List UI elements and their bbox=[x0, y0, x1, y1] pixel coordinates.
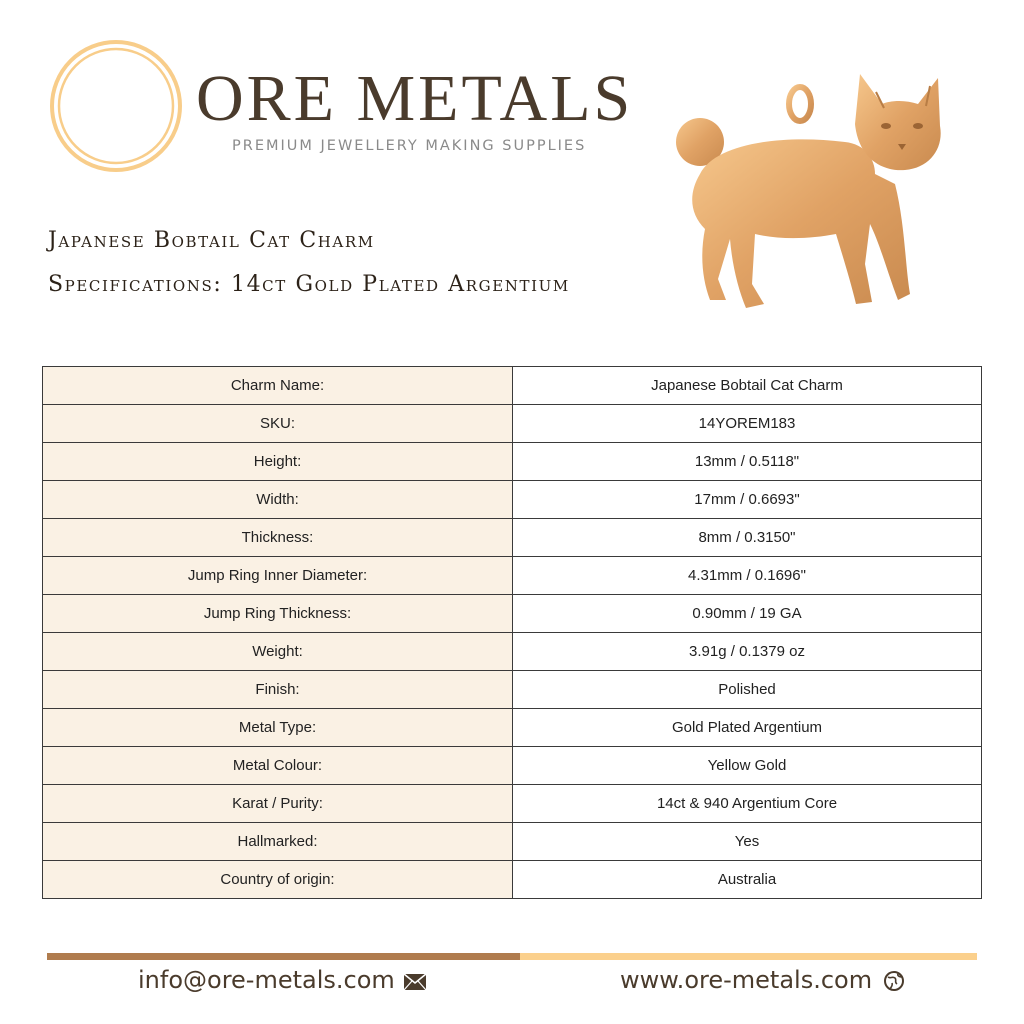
spec-value: Yes bbox=[513, 823, 982, 861]
spec-value: Australia bbox=[513, 861, 982, 899]
brand-name: ORE METALS bbox=[196, 62, 634, 135]
spec-label: Metal Colour: bbox=[43, 747, 513, 785]
spec-value: Yellow Gold bbox=[513, 747, 982, 785]
spec-value: 13mm / 0.5118" bbox=[513, 443, 982, 481]
spec-value: 3.91g / 0.1379 oz bbox=[513, 633, 982, 671]
spec-value: 4.31mm / 0.1696" bbox=[513, 557, 982, 595]
globe-icon bbox=[883, 970, 905, 992]
cat-charm-image bbox=[660, 64, 960, 328]
spec-label: Weight: bbox=[43, 633, 513, 671]
spec-label: Jump Ring Inner Diameter: bbox=[43, 557, 513, 595]
spec-value: Polished bbox=[513, 671, 982, 709]
table-row bbox=[43, 671, 982, 709]
spec-value: Gold Plated Argentium bbox=[513, 709, 982, 747]
mail-icon bbox=[403, 973, 427, 991]
spec-value: 17mm / 0.6693" bbox=[513, 481, 982, 519]
product-title: Japanese Bobtail Cat Charm bbox=[48, 228, 375, 253]
spec-value: 0.90mm / 19 GA bbox=[513, 595, 982, 633]
table-row bbox=[43, 861, 982, 899]
table-row bbox=[43, 823, 982, 861]
spec-label: Hallmarked: bbox=[43, 823, 513, 861]
table-row bbox=[43, 557, 982, 595]
spec-value: Japanese Bobtail Cat Charm bbox=[513, 367, 982, 405]
table-row bbox=[43, 367, 982, 405]
spec-label: Height: bbox=[43, 443, 513, 481]
brand-tagline: PREMIUM JEWELLERY MAKING SUPPLIES bbox=[232, 138, 587, 154]
table-row bbox=[43, 595, 982, 633]
footer-divider-light bbox=[520, 953, 977, 960]
website-link[interactable]: www.ore-metals.com bbox=[620, 966, 873, 994]
table-row bbox=[43, 443, 982, 481]
specifications-table bbox=[42, 366, 982, 899]
spec-label: SKU: bbox=[43, 405, 513, 443]
spec-label: Karat / Purity: bbox=[43, 785, 513, 823]
product-specifications-heading: Specifications: 14ct Gold Plated Argentium bbox=[48, 272, 570, 297]
footer-divider-dark bbox=[47, 953, 520, 960]
logo-rings-icon bbox=[48, 38, 184, 174]
spec-label: Finish: bbox=[43, 671, 513, 709]
spec-label: Charm Name: bbox=[43, 367, 513, 405]
table-row bbox=[43, 747, 982, 785]
email-link[interactable]: info@ore-metals.com bbox=[138, 966, 395, 994]
spec-value: 8mm / 0.3150" bbox=[513, 519, 982, 557]
spec-label: Country of origin: bbox=[43, 861, 513, 899]
spec-label: Jump Ring Thickness: bbox=[43, 595, 513, 633]
spec-value: 14ct & 940 Argentium Core bbox=[513, 785, 982, 823]
spec-label: Metal Type: bbox=[43, 709, 513, 747]
table-row bbox=[43, 519, 982, 557]
table-row bbox=[43, 481, 982, 519]
table-row bbox=[43, 709, 982, 747]
spec-label: Width: bbox=[43, 481, 513, 519]
table-row bbox=[43, 633, 982, 671]
spec-value: 14YOREM183 bbox=[513, 405, 982, 443]
table-row bbox=[43, 785, 982, 823]
spec-label: Thickness: bbox=[43, 519, 513, 557]
table-row bbox=[43, 405, 982, 443]
